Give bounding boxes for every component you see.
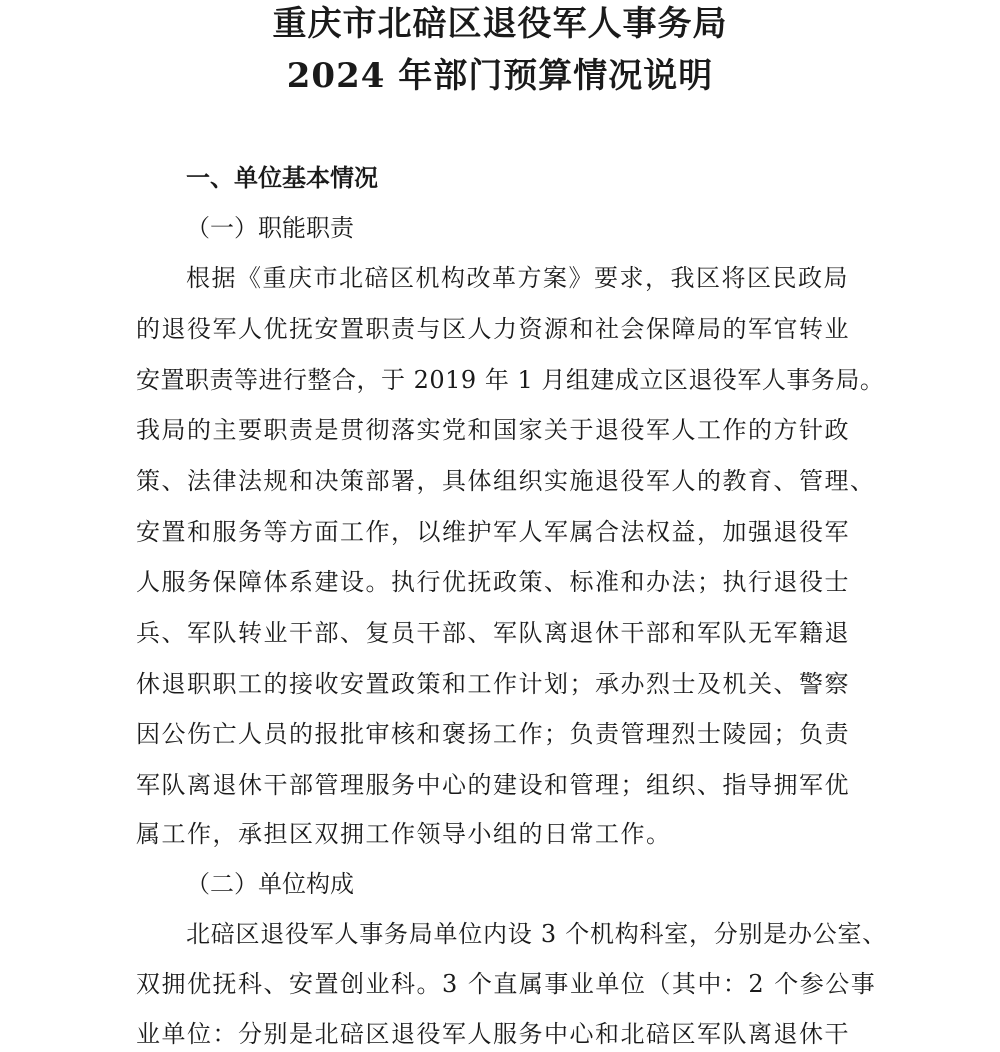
section-heading-basic-info: 一、单位基本情况 — [186, 163, 378, 192]
paragraph-line: 因公伤亡人员的报批审核和褒扬工作；负责管理烈士陵园；负责 — [136, 720, 850, 748]
paragraph-line: 安置和服务等方面工作，以维护军人军属合法权益，加强退役军 — [136, 518, 850, 546]
paragraph-line: 业单位：分别是北碚区退役军人服务中心和北碚区军队离退休干 — [136, 1020, 850, 1048]
subsection-heading-composition: （二）单位构成 — [186, 870, 354, 898]
paragraph-line: 我局的主要职责是贯彻落实党和国家关于退役军人工作的方针政 — [136, 416, 850, 444]
subsection-heading-functions: （一）职能职责 — [186, 214, 354, 242]
paragraph-line: 策、法律法规和决策部署，具体组织实施退役军人的教育、管理、 — [136, 467, 876, 495]
paragraph-line: 根据《重庆市北碚区机构改革方案》要求，我区将区民政局 — [186, 264, 849, 292]
paragraph-line: 兵、军队转业干部、复员干部、军队离退休干部和军队无军籍退 — [136, 619, 850, 647]
paragraph-line: 军队离退休干部管理服务中心的建设和管理；组织、指导拥军优 — [136, 771, 850, 799]
paragraph-line: 的退役军人优抚安置职责与区人力资源和社会保障局的军官转业 — [136, 315, 850, 343]
document-title-line-1: 重庆市北碚区退役军人事务局 — [272, 4, 728, 44]
paragraph-line: 人服务保障体系建设。执行优抚政策、标准和办法；执行退役士 — [136, 568, 850, 596]
paragraph-line: 安置职责等进行整合，于 2019 年 1 月组建成立区退役军人事务局。 — [136, 366, 885, 394]
paragraph-line: 双拥优抚科、安置创业科。3 个直属事业单位（其中：2 个参公事 — [136, 970, 877, 998]
paragraph-line: 北碚区退役军人事务局单位内设 3 个机构科室，分别是办公室、 — [186, 920, 888, 948]
document-title-line-2: 2024 年部门预算情况说明 — [286, 56, 714, 96]
paragraph-line: 休退职职工的接收安置政策和工作计划；承办烈士及机关、警察 — [136, 670, 850, 698]
paragraph-line: 属工作，承担区双拥工作领导小组的日常工作。 — [136, 820, 672, 848]
